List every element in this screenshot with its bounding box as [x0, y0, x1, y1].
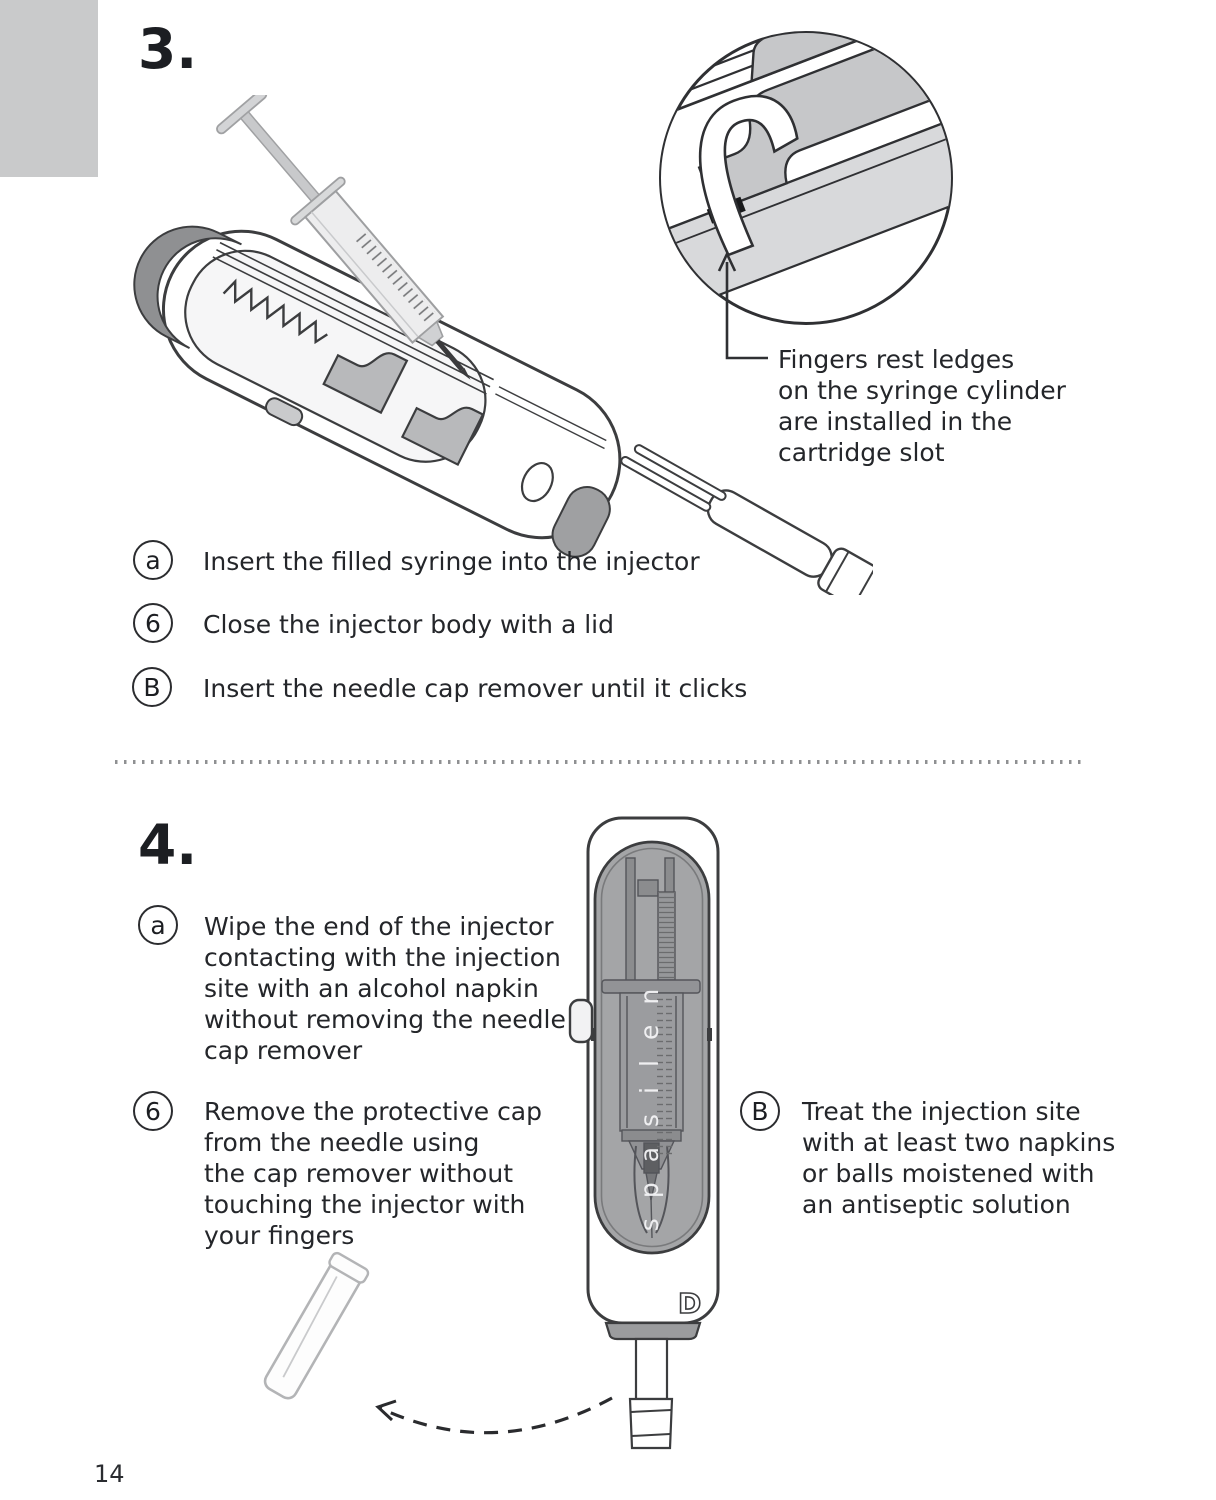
step4a-line4: without removing the needle [204, 1005, 566, 1034]
cartridge-slot-detail-callout [640, 10, 1120, 370]
step4c-line2: with at least two napkins [802, 1128, 1116, 1157]
callout-line-4: cartridge slot [778, 438, 945, 467]
callout-line-3: are installed in the [778, 407, 1013, 436]
step4b-line1: Remove the protective cap [204, 1097, 543, 1126]
step4c-text [802, 1096, 1115, 1220]
step4a-line3: site with an alcohol napkin [204, 974, 539, 1003]
step3b-letter: 6 [145, 608, 161, 638]
step4c-letter: B [751, 1096, 769, 1126]
arc-arrowhead [378, 1401, 396, 1420]
step3b-text: Close the injector body with a lid [203, 610, 614, 639]
callout-line-2: on the syringe cylinder [778, 376, 1066, 405]
section4-heading: 4. [138, 813, 198, 877]
step4b-line5: your fingers [204, 1221, 355, 1250]
dotted-divider [115, 760, 1085, 764]
step4b-letter-circle [133, 1091, 173, 1131]
step3a-letter: a [145, 545, 161, 575]
step4b-line3: the cap remover without [204, 1159, 513, 1188]
step3c-letter: B [143, 672, 161, 702]
cap-removal-arc-arrow [380, 1398, 612, 1433]
device-mark-d: D [678, 1287, 702, 1320]
section3-heading: 3. [138, 17, 198, 81]
corner-gray-block [0, 0, 98, 177]
step3a-letter-circle [133, 540, 173, 580]
callout-text-block [778, 344, 1066, 468]
cap-remover-tube [636, 1339, 667, 1399]
step4a-letter: a [150, 910, 166, 940]
step4c-line3: or balls moistened with [802, 1159, 1095, 1188]
step3a-text: Insert the filled syringe into the injector [203, 547, 700, 576]
step4b-line4: touching the injector with [204, 1190, 526, 1219]
injector-assembled-illustration [250, 800, 800, 1470]
step4b-letter: 6 [145, 1096, 161, 1126]
step4b-line2: from the needle using [204, 1128, 480, 1157]
protective-cap-illustration [259, 1251, 370, 1403]
step4a-line2: contacting with the injection [204, 943, 561, 972]
callout-line-1: Fingers rest ledges [778, 345, 1015, 374]
step4a-letter-circle [138, 905, 178, 945]
brand-label: spasilen [635, 968, 664, 1232]
cap-remover-end [630, 1399, 672, 1448]
step3b-letter-circle [133, 603, 173, 643]
step4a-line1: Wipe the end of the injector [204, 912, 554, 941]
step3c-letter-circle [132, 667, 172, 707]
bottom-collar [606, 1323, 700, 1339]
step4c-line1: Treat the injection site [802, 1097, 1081, 1126]
side-button [570, 1000, 592, 1042]
step4a-line5: cap remover [204, 1036, 363, 1065]
page-number: 14 [94, 1460, 125, 1488]
step4c-line4: an antiseptic solution [802, 1190, 1071, 1219]
step3c-text: Insert the needle cap remover until it clicks [203, 674, 748, 703]
